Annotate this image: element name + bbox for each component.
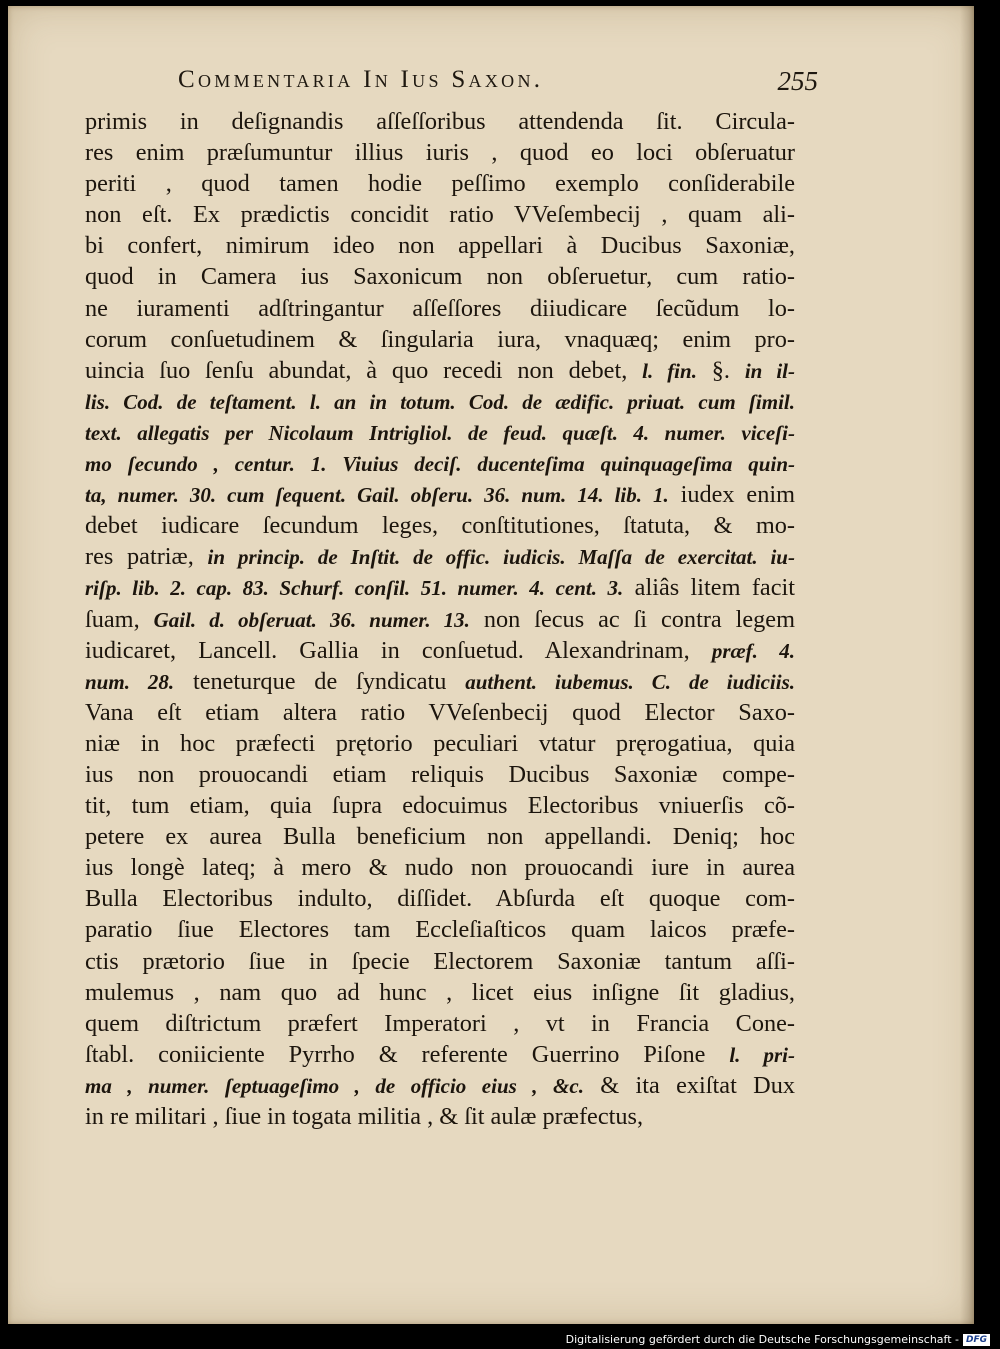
text-segment: aliâs litem facit bbox=[623, 574, 795, 602]
text-line bbox=[85, 821, 795, 852]
text-line bbox=[85, 479, 795, 510]
text-segment: Vana eſt etiam altera ratio VVeſenbecij quod Elector Saxo- bbox=[85, 698, 795, 726]
text-segment: ſuam, bbox=[85, 605, 154, 633]
text-line bbox=[85, 790, 795, 821]
text-segment: petere ex aurea Bulla beneficium non appellandi. Deniq; hoc bbox=[85, 823, 795, 851]
text-line bbox=[85, 324, 795, 355]
text-segment: teneturque de ſyndicatu bbox=[174, 667, 466, 695]
page-header bbox=[178, 66, 818, 100]
text-segment: quem diſtrictum præfert Imperatori , vt in Francia Cone- bbox=[85, 1009, 795, 1037]
text-line bbox=[85, 946, 795, 977]
footer-text: Digitalisierung gefördert durch die Deutsche Forschungsgemeinschaft - bbox=[565, 1333, 959, 1346]
text-segment: niæ in hoc præfecti prętorio peculiari vtatur pręrogatiua, quia bbox=[85, 729, 795, 757]
text-segment: quod in Camera ius Saxonicum non obſeruetur, cum ratio- bbox=[85, 263, 795, 291]
text-line bbox=[85, 293, 795, 324]
italic-citation: riſp. lib. 2. cap. 83. Schurf. conſil. 51. numer. 4. cent. 3. bbox=[85, 576, 624, 601]
text-segment: uincia ſuo ſenſu abundat, à quo recedi non debet, bbox=[85, 356, 643, 384]
italic-citation: ma , numer. ſeptuageſimo , de officio eius , &c. bbox=[85, 1073, 584, 1098]
text-segment: res patriæ, bbox=[85, 543, 208, 571]
text-line bbox=[85, 697, 795, 728]
text-line bbox=[85, 604, 795, 635]
italic-citation: l. fin. bbox=[642, 358, 697, 383]
text-line bbox=[85, 541, 795, 572]
text-line bbox=[85, 666, 795, 697]
text-line bbox=[85, 230, 795, 261]
page-number: 255 bbox=[777, 66, 818, 96]
text-segment: iudex enim bbox=[668, 481, 795, 509]
text-segment: in re militari , ſiue in togata militia , & ſit aulæ præfectus, bbox=[85, 1103, 644, 1130]
text-line bbox=[85, 168, 795, 199]
text-segment: Bulla Electoribus indulto, diſſidet. Abſurda eſt quoque com- bbox=[85, 885, 795, 913]
book-page bbox=[8, 6, 974, 1324]
italic-citation: in princip. de Inſtit. de offic. iudicis. Maſſa de exercitat. iu- bbox=[207, 545, 795, 570]
text-line bbox=[85, 510, 795, 541]
text-segment: ſtabl. coniiciente Pyrrho & referente Guerrino Piſone bbox=[85, 1040, 730, 1068]
text-segment: non eſt. Ex prædictis concidit ratio VVeſembecij , quam ali- bbox=[85, 201, 795, 229]
italic-citation: in il- bbox=[744, 358, 795, 383]
text-segment: ius non prouocandi etiam reliquis Ducibus Saxoniæ compe- bbox=[85, 760, 795, 788]
text-line bbox=[85, 759, 795, 790]
text-line bbox=[85, 106, 795, 137]
text-line bbox=[85, 448, 795, 479]
text-segment: debet iudicare ſecundum leges, conſtitutiones, ſtatuta, & mo- bbox=[85, 512, 795, 540]
text-line bbox=[85, 417, 795, 448]
text-segment: §. bbox=[696, 356, 745, 384]
text-segment: corum conſuetudinem & ſingularia iura, vnaquæq; enim pro- bbox=[85, 325, 795, 353]
text-line bbox=[85, 728, 795, 759]
italic-citation: lis. Cod. de teſtament. l. an in totum. Cod. de ædific. priuat. cum ſimil. bbox=[85, 389, 795, 414]
body-text bbox=[85, 106, 795, 1132]
text-segment: primis in deſignandis aſſeſſoribus attendenda ſit. Circula- bbox=[85, 108, 795, 135]
text-line bbox=[85, 386, 795, 417]
text-line bbox=[85, 572, 795, 603]
text-line bbox=[85, 914, 795, 945]
text-line bbox=[85, 977, 795, 1008]
footer-credit bbox=[566, 1333, 990, 1346]
text-segment: mulemus , nam quo ad hunc , licet eius inſigne ſit gladius, bbox=[85, 978, 795, 1006]
text-segment: iudicaret, Lancell. Gallia in conſuetud. Alexandrinam, bbox=[85, 636, 712, 664]
text-line bbox=[85, 261, 795, 292]
text-line bbox=[85, 852, 795, 883]
text-segment: & ita exiſtat Dux bbox=[583, 1071, 795, 1099]
text-line bbox=[85, 883, 795, 914]
italic-citation: l. pri- bbox=[729, 1042, 795, 1067]
text-segment: periti , quod tamen hodie peſſimo exemplo conſiderabile bbox=[85, 170, 795, 198]
italic-citation: Gail. d. obſeruat. 36. numer. 13. bbox=[153, 607, 470, 632]
dfg-logo: DFG bbox=[963, 1334, 990, 1346]
text-segment: ctis prætorio ſiue in ſpecie Electorem Saxoniæ tantum aſſi- bbox=[85, 947, 795, 975]
italic-citation: mo ſecundo , centur. 1. Viuius deciſ. ducenteſima quinquageſima quin- bbox=[85, 452, 795, 477]
text-segment: tit, tum etiam, quia ſupra edocuimus Electoribus vniuerſis cõ- bbox=[85, 792, 795, 820]
italic-citation: text. allegatis per Nicolaum Intrigliol. de feud. quæſt. 4. numer. viceſi- bbox=[85, 420, 795, 445]
italic-citation: præf. 4. bbox=[711, 638, 795, 663]
text-line bbox=[85, 137, 795, 168]
text-line bbox=[85, 1070, 795, 1101]
text-segment: ne iuramenti adſtringantur aſſeſſores diiudicare ſecũdum lo- bbox=[85, 294, 795, 322]
italic-citation: num. 28. bbox=[85, 669, 175, 694]
italic-citation: authent. iubemus. C. de iudiciis. bbox=[465, 669, 795, 694]
italic-citation: ta, numer. 30. cum ſequent. Gail. obſeru. 36. num. 14. lib. 1. bbox=[85, 483, 669, 508]
text-line bbox=[85, 1008, 795, 1039]
text-segment: non ſecus ac ſi contra legem bbox=[469, 605, 795, 633]
text-line bbox=[85, 635, 795, 666]
text-segment: paratio ſiue Electores tam Eccleſiaſticos quam laicos præfe- bbox=[85, 916, 795, 944]
text-segment: ius longè lateq; à mero & nudo non prouocandi iure in aurea bbox=[85, 854, 795, 882]
text-line bbox=[85, 199, 795, 230]
text-line bbox=[85, 1101, 795, 1132]
text-segment: bi confert, nimirum ideo non appellari à Ducibus Saxoniæ, bbox=[85, 232, 795, 260]
running-title: Commentaria In Ius Saxon. bbox=[178, 66, 544, 93]
text-line bbox=[85, 1039, 795, 1070]
text-segment: res enim præſumuntur illius iuris , quod eo loci obſeruatur bbox=[85, 139, 795, 167]
text-line bbox=[85, 355, 795, 386]
